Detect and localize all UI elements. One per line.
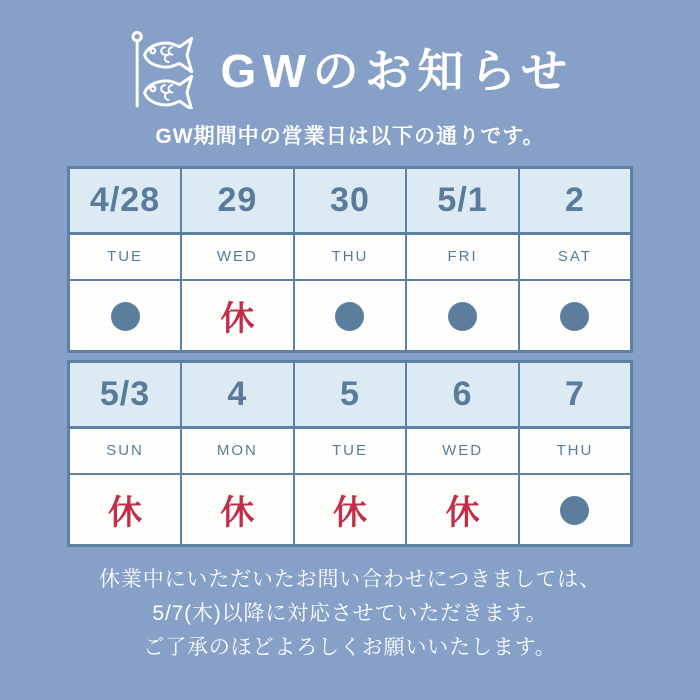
status-cell-open — [519, 280, 632, 352]
footer-notice — [0, 563, 700, 665]
status-cell-closed: 休 — [294, 474, 407, 546]
day-cell: WED — [406, 428, 519, 474]
status-cell-closed: 休 — [406, 474, 519, 546]
status-cell-open — [519, 474, 632, 546]
date-cell: 5/3 — [69, 362, 182, 428]
date-cell: 4/28 — [69, 168, 182, 234]
footer-line: 5/7(木)以降に対応させていただきます。 — [152, 602, 548, 625]
day-cell: SUN — [69, 428, 182, 474]
day-cell: TUE — [294, 428, 407, 474]
open-dot-icon — [111, 302, 140, 331]
page-title: GWのお知らせ — [220, 45, 574, 97]
date-cell: 5 — [294, 362, 407, 428]
date-cell: 5/1 — [406, 168, 519, 234]
day-cell: WED — [181, 234, 294, 280]
day-cell: SAT — [519, 234, 632, 280]
footer-line: ご了承のほどよろしくお願いいたします。 — [143, 636, 557, 659]
day-cell: THU — [294, 234, 407, 280]
schedule-week-1 — [0, 166, 700, 353]
day-cell: TUE — [69, 234, 182, 280]
date-cell: 30 — [294, 168, 407, 234]
page-subtitle: GW期間中の営業日は以下の通りです。 — [155, 125, 545, 148]
day-cell: FRI — [406, 234, 519, 280]
open-dot-icon — [560, 302, 589, 331]
date-cell: 6 — [406, 362, 519, 428]
header — [0, 0, 700, 110]
status-cell-closed: 休 — [181, 280, 294, 352]
open-dot-icon — [560, 496, 589, 525]
koinobori-carp-streamer-icon — [127, 27, 199, 109]
footer-line: 休業中にいただいたお問い合わせにつきましては、 — [99, 568, 601, 591]
day-cell: MON — [181, 428, 294, 474]
status-cell-closed: 休 — [69, 474, 182, 546]
date-cell: 4 — [181, 362, 294, 428]
date-cell: 29 — [181, 168, 294, 234]
date-cell: 7 — [519, 362, 632, 428]
status-cell-open — [294, 280, 407, 352]
status-cell-open — [406, 280, 519, 352]
open-dot-icon — [335, 302, 364, 331]
schedule-week-2 — [0, 360, 700, 547]
open-dot-icon — [448, 302, 477, 331]
schedule-table-april — [67, 166, 633, 353]
status-cell-open — [69, 280, 182, 352]
schedule-table-may — [67, 360, 633, 547]
date-cell: 2 — [519, 168, 632, 234]
day-cell: THU — [519, 428, 632, 474]
status-cell-closed: 休 — [181, 474, 294, 546]
